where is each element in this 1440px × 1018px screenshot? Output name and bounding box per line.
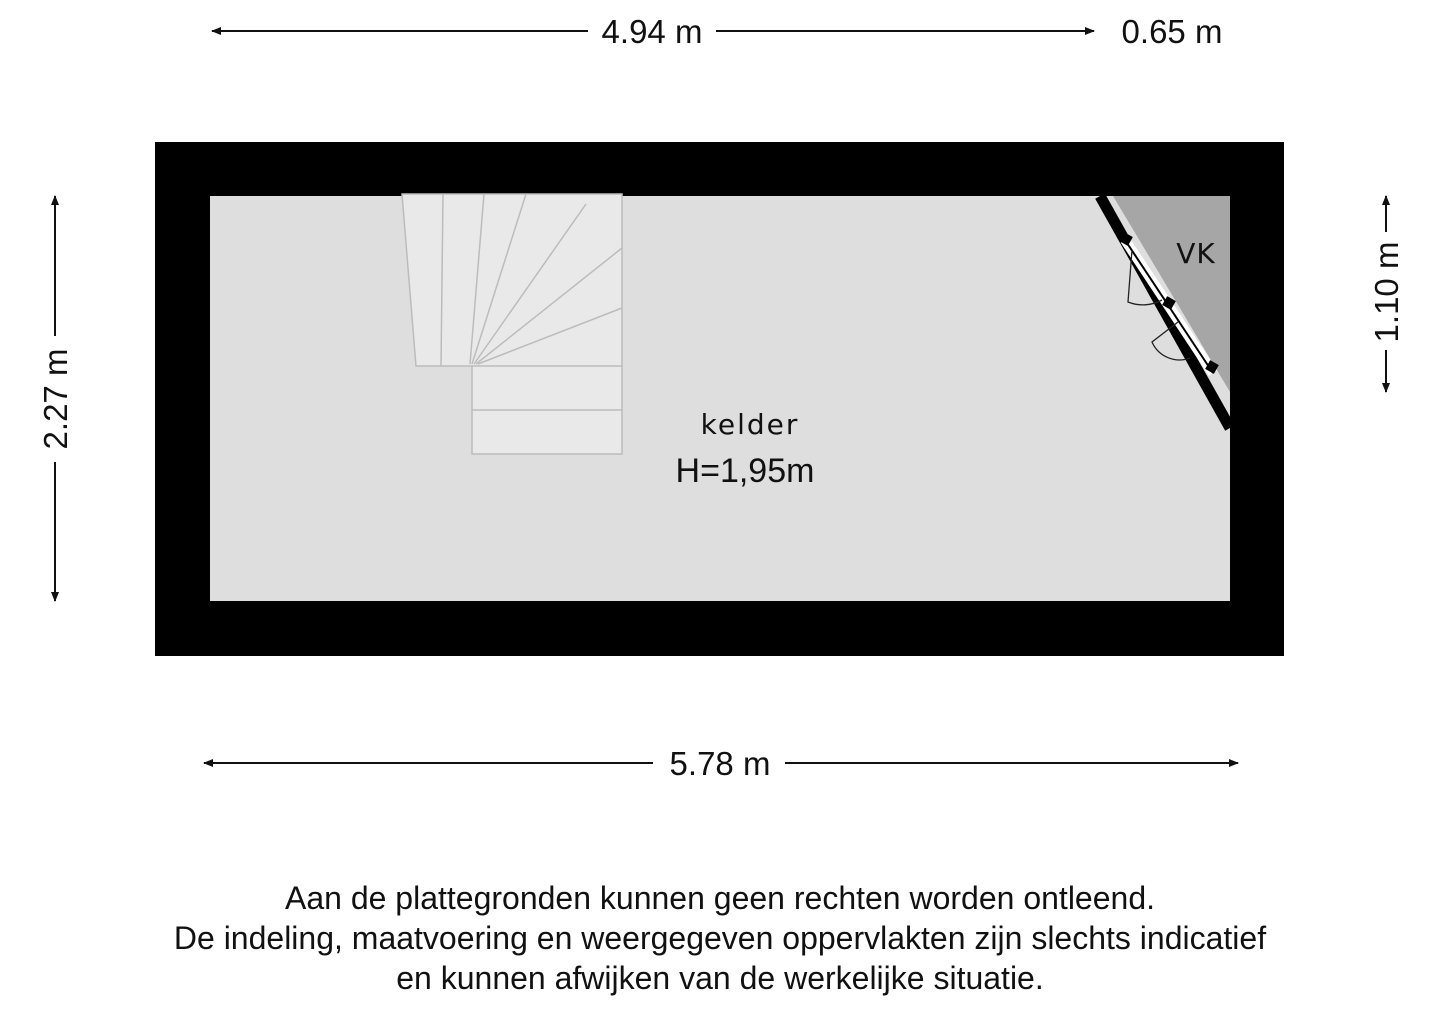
room-label-vk: VK — [1176, 237, 1216, 270]
disclaimer-line: en kunnen afwijken van de werkelijke situatie. — [396, 960, 1044, 996]
dimension-label-bottom: 5.78 m — [669, 745, 771, 782]
disclaimer-line: De indeling, maatvoering en weergegeven oppervlakten zijn slechts indicatief — [173, 920, 1267, 956]
disclaimer-line: Aan de plattegronden kunnen geen rechten worden ontleend. — [284, 880, 1155, 916]
room-label-kelder: kelder — [700, 408, 800, 441]
room-kelder — [210, 196, 1230, 601]
dimension-label-right: 1.10 m — [1368, 241, 1405, 343]
dimension-right — [1368, 196, 1405, 392]
dimension-left — [37, 196, 74, 601]
room-height-label: H=1,95m — [675, 452, 815, 490]
dimension-label-top: 4.94 m — [601, 13, 703, 50]
dimension-label-left: 2.27 m — [37, 348, 74, 450]
dimension-label-top-right: 0.65 m — [1121, 13, 1223, 50]
dimension-bottom — [204, 745, 1238, 782]
disclaimer — [0, 878, 1440, 998]
dimension-top — [212, 13, 1222, 50]
